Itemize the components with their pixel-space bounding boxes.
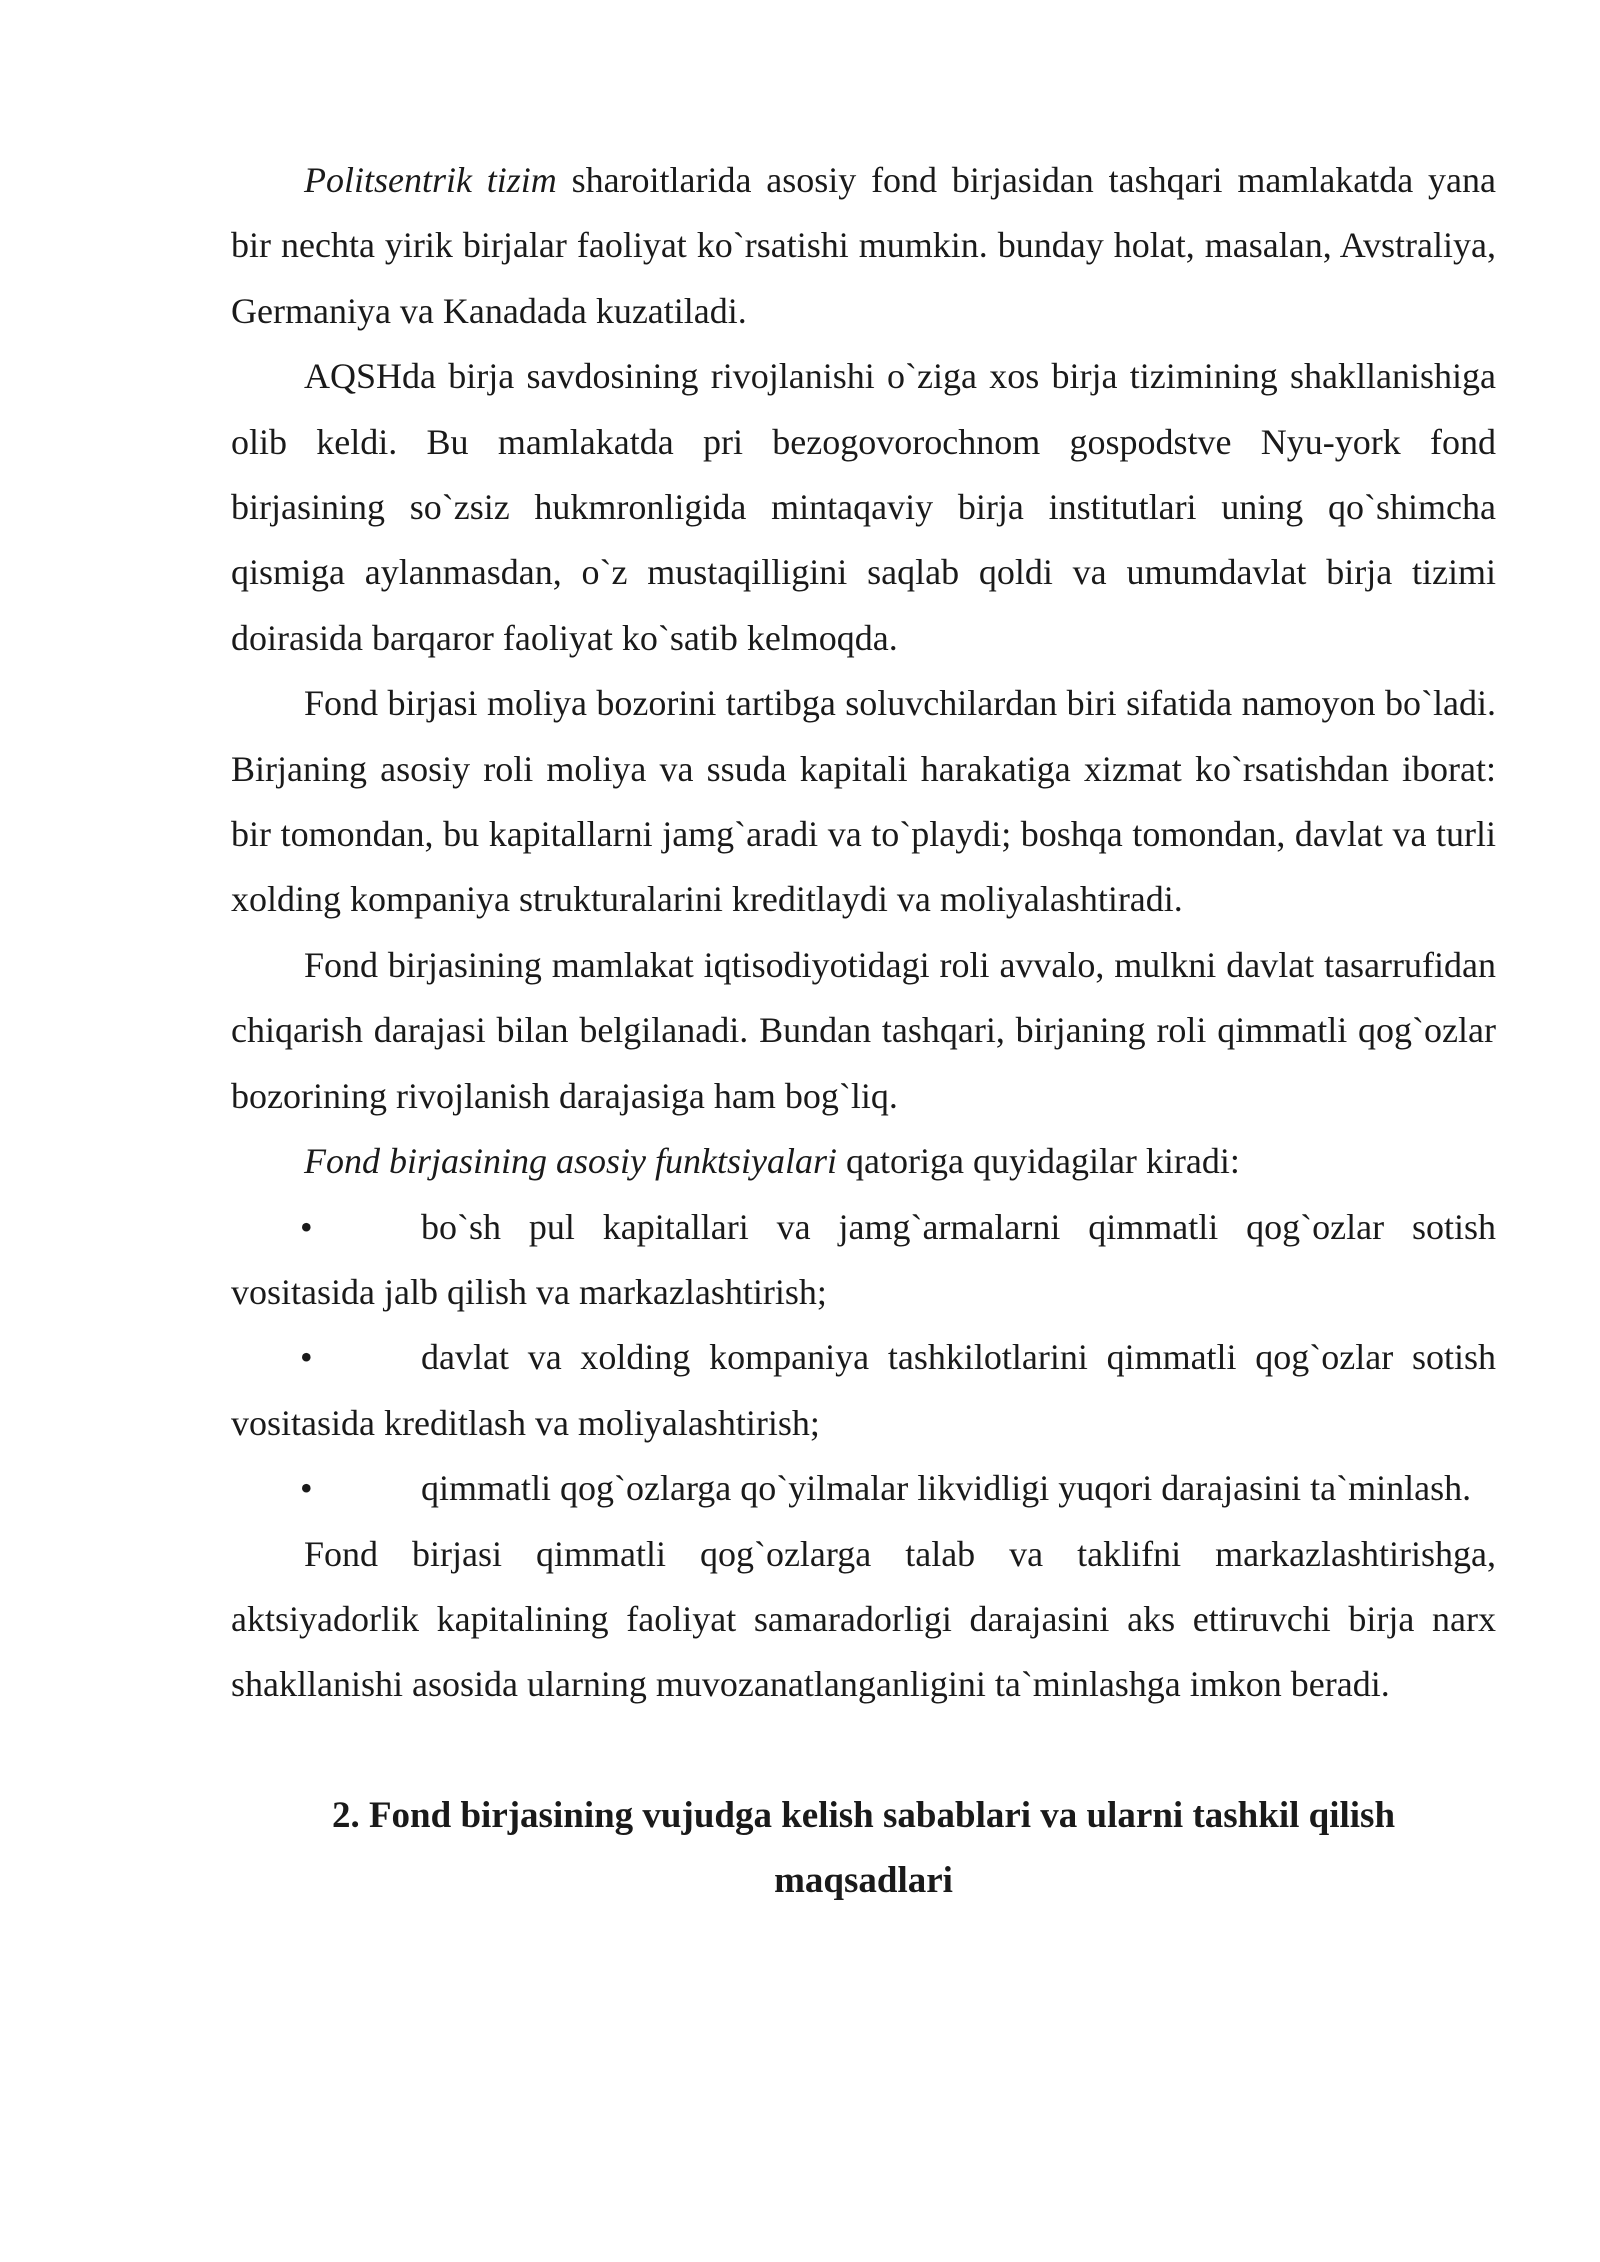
list-item [231,1195,1496,1326]
list-item [231,1325,1496,1456]
paragraph-functions-intro [231,1129,1496,1194]
paragraph-text: qatoriga quyidagilar kiradi: [837,1141,1240,1182]
list-item-text: bo`sh pul kapitallari va jamg`armalarni qimmatli qog`ozlar sotish vositasida jalb qilish va markazlashtirish; [231,1206,1496,1312]
paragraph-aqsh: AQSHda birja savdosining rivojlanishi o`ziga xos birja tizimining shakllanishiga olib keldi. Bu mamlakatda pri bezogovorochnom gospodstve Nyu-york fond birjasining so`zsiz hukmronligida mintaqaviy birja institutlari uning qo`shimcha qismiga aylanmasdan, o`z mustaqilligini saqlab qoldi va umumdavlat birja tizimi doirasida barqaror faoliyat ko`satib kelmoqda. [231,356,1496,658]
paragraph-talab-taklif: Fond birjasi qimmatli qog`ozlarga talab va taklifni markazlashtirishga, aktsiyadorlik kapitalining faoliyat samaradorligi darajasini aks ettiruvchi birja narx shakllanishi asosida ularning muvozanatlanganligini ta`minlashga imkon beradi. [231,1533,1496,1705]
paragraph-politsentrik [231,148,1496,344]
section-heading-line2: maqsadlari [774,1860,953,1902]
paragraph-fond-birjasi-role: Fond birjasi moliya bozorini tartibga soluvchilardan biri sifatida namoyon bo`ladi. Birjaning asosiy roli moliya va ssuda kapitali harakatiga xizmat ko`rsatishdan iborat: bir tomondan, bu kapitallarni jamg`aradi va to`playdi; boshqa tomondan, davlat va turli xolding kompaniya strukturalarini kreditlaydi va moliyalashtiradi. [231,683,1496,920]
paragraph-iqtisodiyot-role: Fond birjasining mamlakat iqtisodiyotidagi roli avvalo, mulkni davlat tasarrufidan chiqarish darajasi bilan belgilanadi. Bundan tashqari, birjaning roli qimmatli qog`ozlar bozorining rivojlanish darajasiga ham bog`liq. [231,944,1496,1116]
italic-term-politsentrik: Politsentrik tizim [304,160,557,200]
section-heading [231,1783,1496,1914]
bullet-icon: • [300,1337,313,1378]
italic-term-functions: Fond birjasining asosiy funktsiyalari [304,1141,838,1182]
list-item-text: qimmatli qog`ozlarga qo`yilmalar likvidligi yuqori darajasini ta`minlash. [421,1468,1472,1509]
paragraph-text: sharoitlarida asosiy fond birjasidan tashqari mamlakatda yana bir nechta yirik birjalar faoliyat ko`rsatishi mumkin. bunday holat, masalan, Avstraliya, Germaniya va Kanadada kuzatiladi. [231,160,1496,331]
document-body [231,148,1496,1914]
list-item-text: davlat va xolding kompaniya tashkilotlarini qimmatli qog`ozlar sotish vositasida kreditlash va moliyalashtirish; [231,1337,1496,1443]
bullet-icon: • [300,1206,313,1247]
list-item [231,1456,1496,1521]
section-heading-line1: 2. Fond birjasining vujudga kelish sabablari va ularni tashkil qilish [331,1794,1396,1836]
bullet-icon: • [300,1468,313,1509]
